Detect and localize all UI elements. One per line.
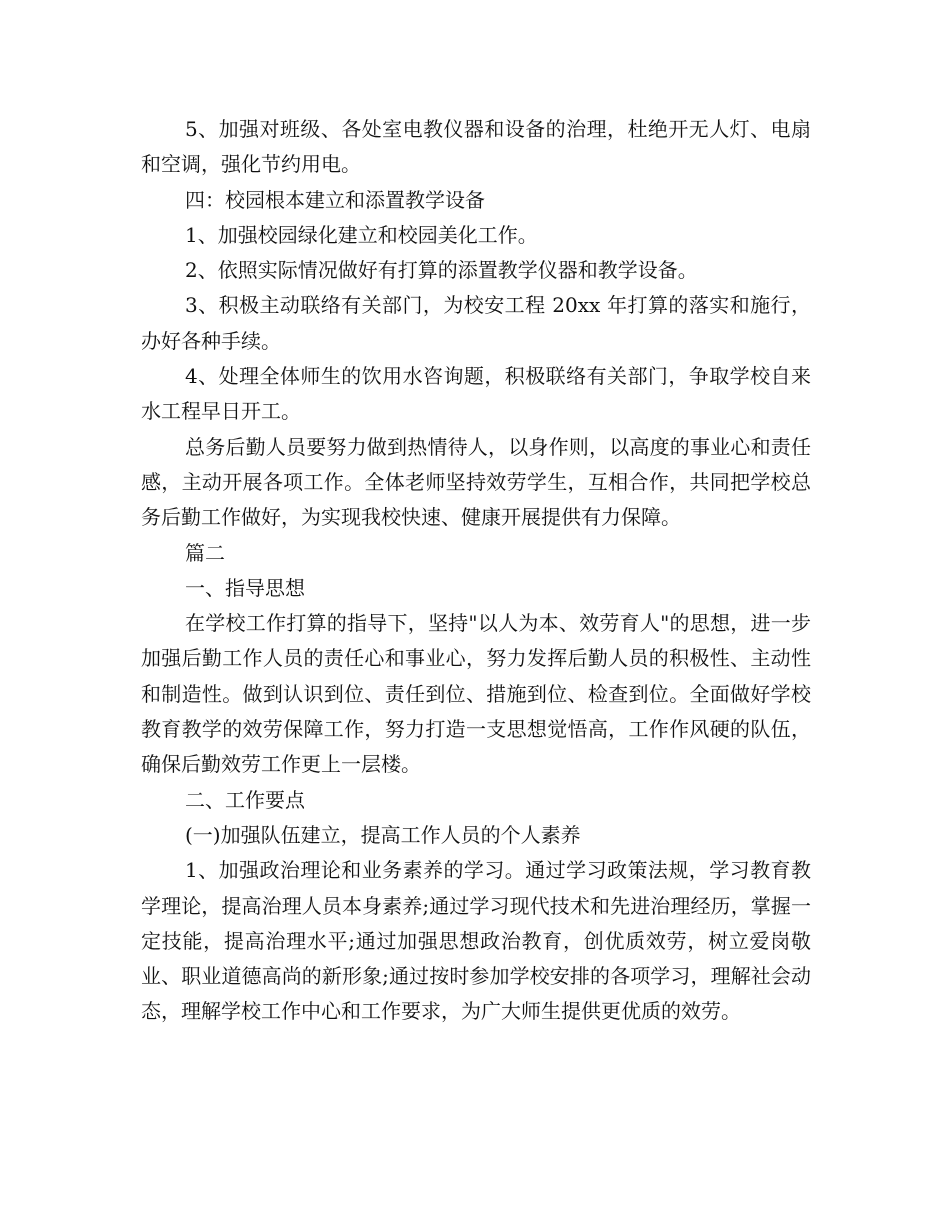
paragraph-electricity-saving: 5、加强对班级、各处室电教仪器和设备的治理，杜绝开无人灯、电扇和空调，强化节约用电。 [141,117,811,177]
subheading-team-building: (一)加强队伍建立，提高工作人员的个人素养 [185,822,581,847]
paragraph-safety-project: 3、积极主动联络有关部门，为校安工程 20xx 年打算的落实和施行，办好各种手续。 [141,293,811,353]
section-heading-campus-facilities: 四：校园根本建立和添置教学设备 [185,187,485,212]
document-body [141,112,811,1030]
section-heading-part-two: 篇二 [185,540,225,565]
paragraph-equipment-purchase: 2、依照实际情况做好有打算的添置教学仪器和教学设备。 [185,258,698,283]
section-heading-guiding-ideology: 一、指导思想 [185,575,305,600]
section-heading-work-points: 二、工作要点 [185,787,305,812]
paragraph-political-study: 1、加强政治理论和业务素养的学习。通过学习政策法规，学习教育教学理论，提高治理人员本身素养;通过学习现代技术和先进治理经历，掌握一定技能，提高治理水平;通过加强思想政治教育，创优质效劳，树立爱岗敬业、职业道德高尚的新形象;通过按时参加学校安排的各项学习，理解社会动态，理解学校工作中心和工作要求，为广大师生提供更优质的效劳。 [141,858,811,1024]
paragraph-drinking-water: 4、处理全体师生的饮用水咨询题，积极联络有关部门，争取学校自来水工程早日开工。 [141,364,811,424]
paragraph-greening: 1、加强校园绿化建立和校园美化工作。 [185,222,538,247]
paragraph-staff-summary: 总务后勤人员要努力做到热情待人，以身作则，以高度的事业心和责任感，主动开展各项工作。全体老师坚持效劳学生，互相合作，共同把学校总务后勤工作做好，为实现我校快速、健康开展提供有力保障。 [141,434,811,530]
paragraph-guiding-ideology: 在学校工作打算的指导下，坚持"以人为本、效劳育人"的思想，进一步加强后勤工作人员的责任心和事业心，努力发挥后勤人员的积极性、主动性和制造性。做到认识到位、责任到位、措施到位、检查到位。全面做好学校教育教学的效劳保障工作，努力打造一支思想觉悟高，工作作风硬的队伍，确保后勤效劳工作更上一层楼。 [141,611,811,777]
